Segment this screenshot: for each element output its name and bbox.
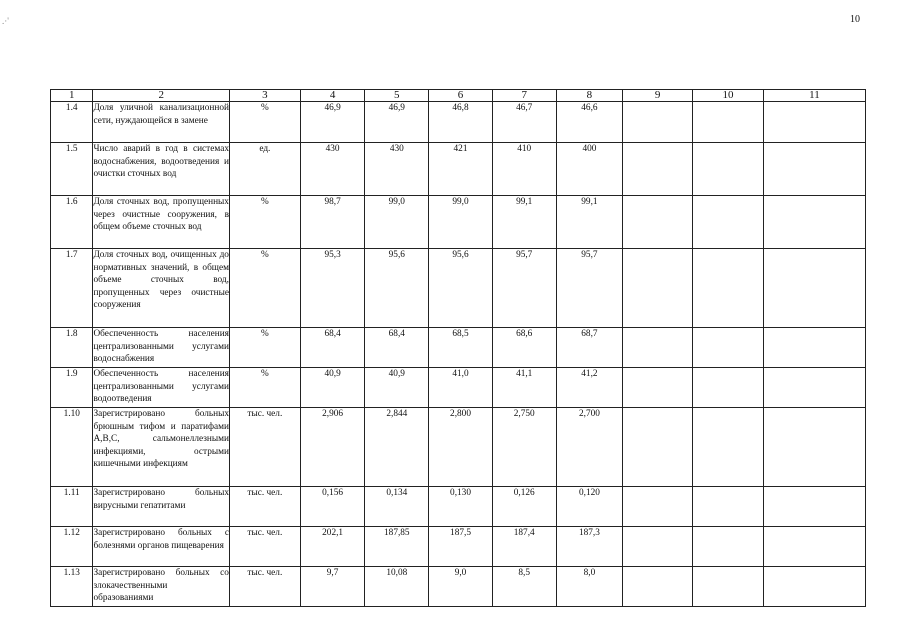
value-cell: 68,4 — [365, 328, 429, 368]
row-unit: тыс. чел. — [229, 527, 300, 567]
row-description: Зарегистрировано больных брюшным тифом и паратифами А,В,С, сальмонеллезными инфекциями, острыми кишечными инфекциям — [93, 408, 230, 487]
corner-mark: .·' — [2, 16, 9, 26]
value-cell — [623, 368, 693, 408]
value-cell — [693, 368, 764, 408]
row-unit: % — [229, 328, 300, 368]
value-cell: 187,4 — [492, 527, 556, 567]
value-cell: 187,85 — [365, 527, 429, 567]
row-unit: % — [229, 102, 300, 143]
row-description: Зарегистрировано больных с болезнями органов пищеварения — [93, 527, 230, 567]
row-description: Доля сточных вод, очищенных до нормативных значений, в общем объеме сточных вод, пропущенных через очистные сооружения — [93, 249, 230, 328]
value-cell: 187,5 — [429, 527, 493, 567]
value-cell — [623, 487, 693, 527]
header-row — [51, 90, 866, 102]
column-header: 7 — [492, 90, 556, 102]
value-cell — [763, 328, 865, 368]
value-cell — [693, 567, 764, 607]
table-row — [51, 196, 866, 249]
row-code: 1.7 — [51, 249, 93, 328]
column-header: 2 — [93, 90, 230, 102]
row-description: Зарегистрировано больных вирусными гепатитами — [93, 487, 230, 527]
value-cell: 0,134 — [365, 487, 429, 527]
value-cell: 0,120 — [556, 487, 623, 527]
row-code: 1.13 — [51, 567, 93, 607]
value-cell — [763, 143, 865, 196]
value-cell: 68,7 — [556, 328, 623, 368]
value-cell — [623, 408, 693, 487]
value-cell: 46,9 — [300, 102, 365, 143]
value-cell: 41,2 — [556, 368, 623, 408]
value-cell — [623, 567, 693, 607]
value-cell: 2,906 — [300, 408, 365, 487]
value-cell: 99,0 — [429, 196, 493, 249]
column-header: 11 — [763, 90, 865, 102]
row-code: 1.4 — [51, 102, 93, 143]
value-cell: 68,6 — [492, 328, 556, 368]
value-cell: 41,1 — [492, 368, 556, 408]
value-cell — [693, 527, 764, 567]
table-row — [51, 527, 866, 567]
value-cell: 95,3 — [300, 249, 365, 328]
value-cell — [763, 368, 865, 408]
row-description: Обеспеченность населения централизованными услугами водоснабжения — [93, 328, 230, 368]
value-cell — [763, 249, 865, 328]
value-cell — [763, 567, 865, 607]
row-description: Число аварий в год в системах водоснабжения, водоотведения и очистки сточных вод — [93, 143, 230, 196]
row-code: 1.12 — [51, 527, 93, 567]
page-number: 10 — [850, 14, 860, 25]
value-cell: 95,6 — [365, 249, 429, 328]
value-cell: 8,5 — [492, 567, 556, 607]
row-code: 1.5 — [51, 143, 93, 196]
value-cell — [623, 196, 693, 249]
row-unit: тыс. чел. — [229, 567, 300, 607]
column-header: 4 — [300, 90, 365, 102]
value-cell: 46,8 — [429, 102, 493, 143]
column-header: 9 — [623, 90, 693, 102]
column-header: 6 — [429, 90, 493, 102]
row-description: Доля сточных вод, пропущенных через очистные сооружения, в общем объеме сточных вод — [93, 196, 230, 249]
value-cell: 98,7 — [300, 196, 365, 249]
value-cell: 40,9 — [365, 368, 429, 408]
table-row — [51, 487, 866, 527]
value-cell: 202,1 — [300, 527, 365, 567]
row-description: Доля уличной канализационной сети, нуждающейся в замене — [93, 102, 230, 143]
value-cell: 95,7 — [492, 249, 556, 328]
value-cell: 41,0 — [429, 368, 493, 408]
value-cell: 68,5 — [429, 328, 493, 368]
value-cell: 68,4 — [300, 328, 365, 368]
value-cell: 99,0 — [365, 196, 429, 249]
value-cell: 421 — [429, 143, 493, 196]
row-description: Зарегистрировано больных со злокачественными образованиями — [93, 567, 230, 607]
value-cell: 40,9 — [300, 368, 365, 408]
column-header: 10 — [693, 90, 764, 102]
value-cell: 95,7 — [556, 249, 623, 328]
row-unit: % — [229, 196, 300, 249]
value-cell — [693, 249, 764, 328]
value-cell — [623, 143, 693, 196]
value-cell — [763, 102, 865, 143]
value-cell — [693, 143, 764, 196]
value-cell: 187,3 — [556, 527, 623, 567]
value-cell: 430 — [300, 143, 365, 196]
value-cell — [623, 328, 693, 368]
row-unit: тыс. чел. — [229, 487, 300, 527]
column-header: 5 — [365, 90, 429, 102]
row-unit: % — [229, 368, 300, 408]
column-header: 1 — [51, 90, 93, 102]
table-row — [51, 408, 866, 487]
value-cell — [623, 102, 693, 143]
value-cell: 9,7 — [300, 567, 365, 607]
table-row — [51, 249, 866, 328]
value-cell: 95,6 — [429, 249, 493, 328]
value-cell — [763, 487, 865, 527]
value-cell: 0,126 — [492, 487, 556, 527]
value-cell — [693, 408, 764, 487]
row-code: 1.10 — [51, 408, 93, 487]
value-cell: 410 — [492, 143, 556, 196]
row-code: 1.6 — [51, 196, 93, 249]
row-description: Обеспеченность населения централизованными услугами водоотведения — [93, 368, 230, 408]
value-cell — [693, 328, 764, 368]
table-row — [51, 328, 866, 368]
row-unit: тыс. чел. — [229, 408, 300, 487]
row-code: 1.8 — [51, 328, 93, 368]
value-cell — [693, 102, 764, 143]
table-row — [51, 368, 866, 408]
value-cell: 2,844 — [365, 408, 429, 487]
value-cell — [623, 527, 693, 567]
row-code: 1.11 — [51, 487, 93, 527]
value-cell: 0,130 — [429, 487, 493, 527]
value-cell: 400 — [556, 143, 623, 196]
value-cell — [763, 408, 865, 487]
value-cell: 2,750 — [492, 408, 556, 487]
value-cell: 9,0 — [429, 567, 493, 607]
column-header: 3 — [229, 90, 300, 102]
value-cell: 46,9 — [365, 102, 429, 143]
value-cell: 99,1 — [556, 196, 623, 249]
column-header: 8 — [556, 90, 623, 102]
value-cell — [763, 527, 865, 567]
value-cell: 8,0 — [556, 567, 623, 607]
value-cell — [763, 196, 865, 249]
table-row — [51, 143, 866, 196]
value-cell — [623, 249, 693, 328]
row-unit: % — [229, 249, 300, 328]
table-row — [51, 567, 866, 607]
value-cell — [693, 196, 764, 249]
value-cell: 0,156 — [300, 487, 365, 527]
table-row — [51, 102, 866, 143]
value-cell: 46,6 — [556, 102, 623, 143]
value-cell: 2,800 — [429, 408, 493, 487]
value-cell: 10,08 — [365, 567, 429, 607]
value-cell: 99,1 — [492, 196, 556, 249]
row-code: 1.9 — [51, 368, 93, 408]
indicators-table — [50, 89, 866, 607]
row-unit: ед. — [229, 143, 300, 196]
value-cell: 2,700 — [556, 408, 623, 487]
value-cell: 46,7 — [492, 102, 556, 143]
value-cell: 430 — [365, 143, 429, 196]
value-cell — [693, 487, 764, 527]
